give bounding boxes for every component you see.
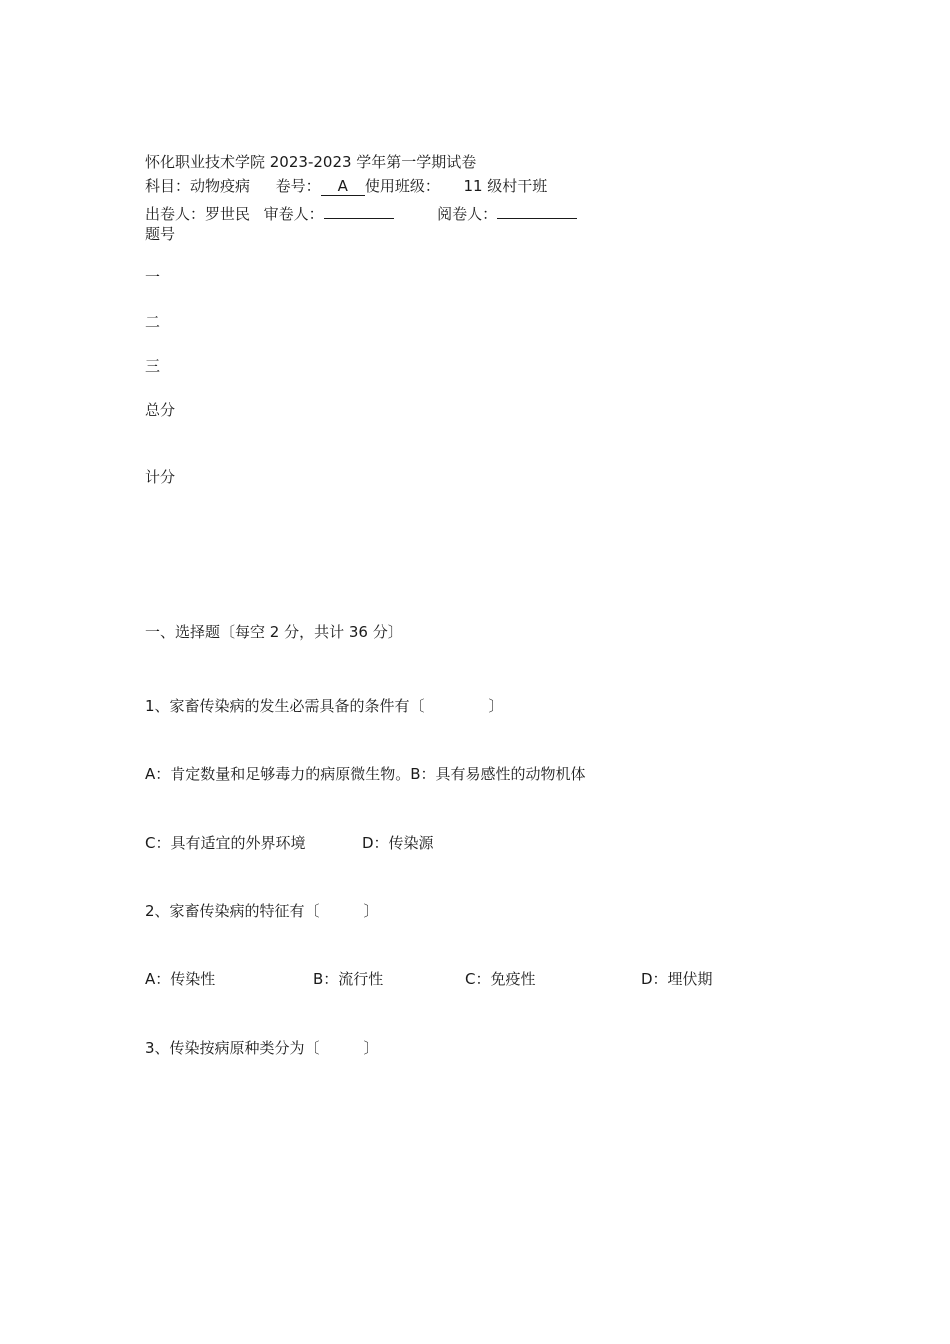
- subject-label: 科目：动物疫病: [145, 177, 251, 195]
- question-2-close: 〕: [363, 902, 379, 920]
- subject-line: [145, 176, 547, 196]
- question-2-option-c: C：免疫性: [465, 970, 536, 988]
- question-3-stem: [145, 1038, 379, 1058]
- question-1-option-c: C：具有适宜的外界环境: [145, 834, 306, 852]
- paper-no-label: 卷号：: [275, 177, 321, 195]
- question-2-option-a: A：传染性: [145, 970, 216, 988]
- score-row-1: 一: [145, 268, 161, 286]
- question-2-option-d: D：埋伏期: [641, 970, 713, 988]
- score-row-total: 总分: [145, 401, 176, 419]
- staff-line: [145, 202, 577, 224]
- question-3-close: 〕: [363, 1039, 379, 1057]
- class-label: 使用班级：: [364, 177, 440, 195]
- question-1-options-ab: A：肯定数量和足够毒力的病原微生物。B：具有易感性的动物机体: [145, 765, 586, 783]
- question-1-option-d: D：传染源: [362, 834, 434, 852]
- question-1-close: 〕: [488, 697, 504, 715]
- marker-blank: [497, 202, 577, 219]
- question-2-stem: [145, 901, 379, 921]
- paper-no-value: A: [321, 178, 365, 196]
- section-heading: 一、选择题〔每空 2 分，共计 36 分〕: [145, 623, 403, 641]
- question-2-text: 2、家畜传染病的特征有〔: [145, 902, 320, 920]
- question-1-stem: [145, 696, 504, 716]
- question-1-text: 1、家畜传染病的发生必需具备的条件有〔: [145, 697, 425, 715]
- score-table-header: 题号: [145, 225, 176, 243]
- reviewer-blank: [324, 202, 394, 219]
- score-label: 计分: [145, 468, 176, 486]
- class-value: 11 级村干班: [463, 177, 548, 195]
- setter-label: 出卷人：罗世民: [145, 205, 251, 223]
- question-2-option-b: B：流行性: [313, 970, 384, 988]
- question-3-text: 3、传染按病原种类分为〔: [145, 1039, 320, 1057]
- score-row-2: 二: [145, 313, 161, 331]
- score-row-3: 三: [145, 357, 161, 375]
- exam-title: 怀化职业技术学院 2023-2023 学年第一学期试卷: [145, 153, 477, 171]
- reviewer-label: 审卷人：: [263, 205, 324, 223]
- marker-label: 阅卷人：: [437, 205, 498, 223]
